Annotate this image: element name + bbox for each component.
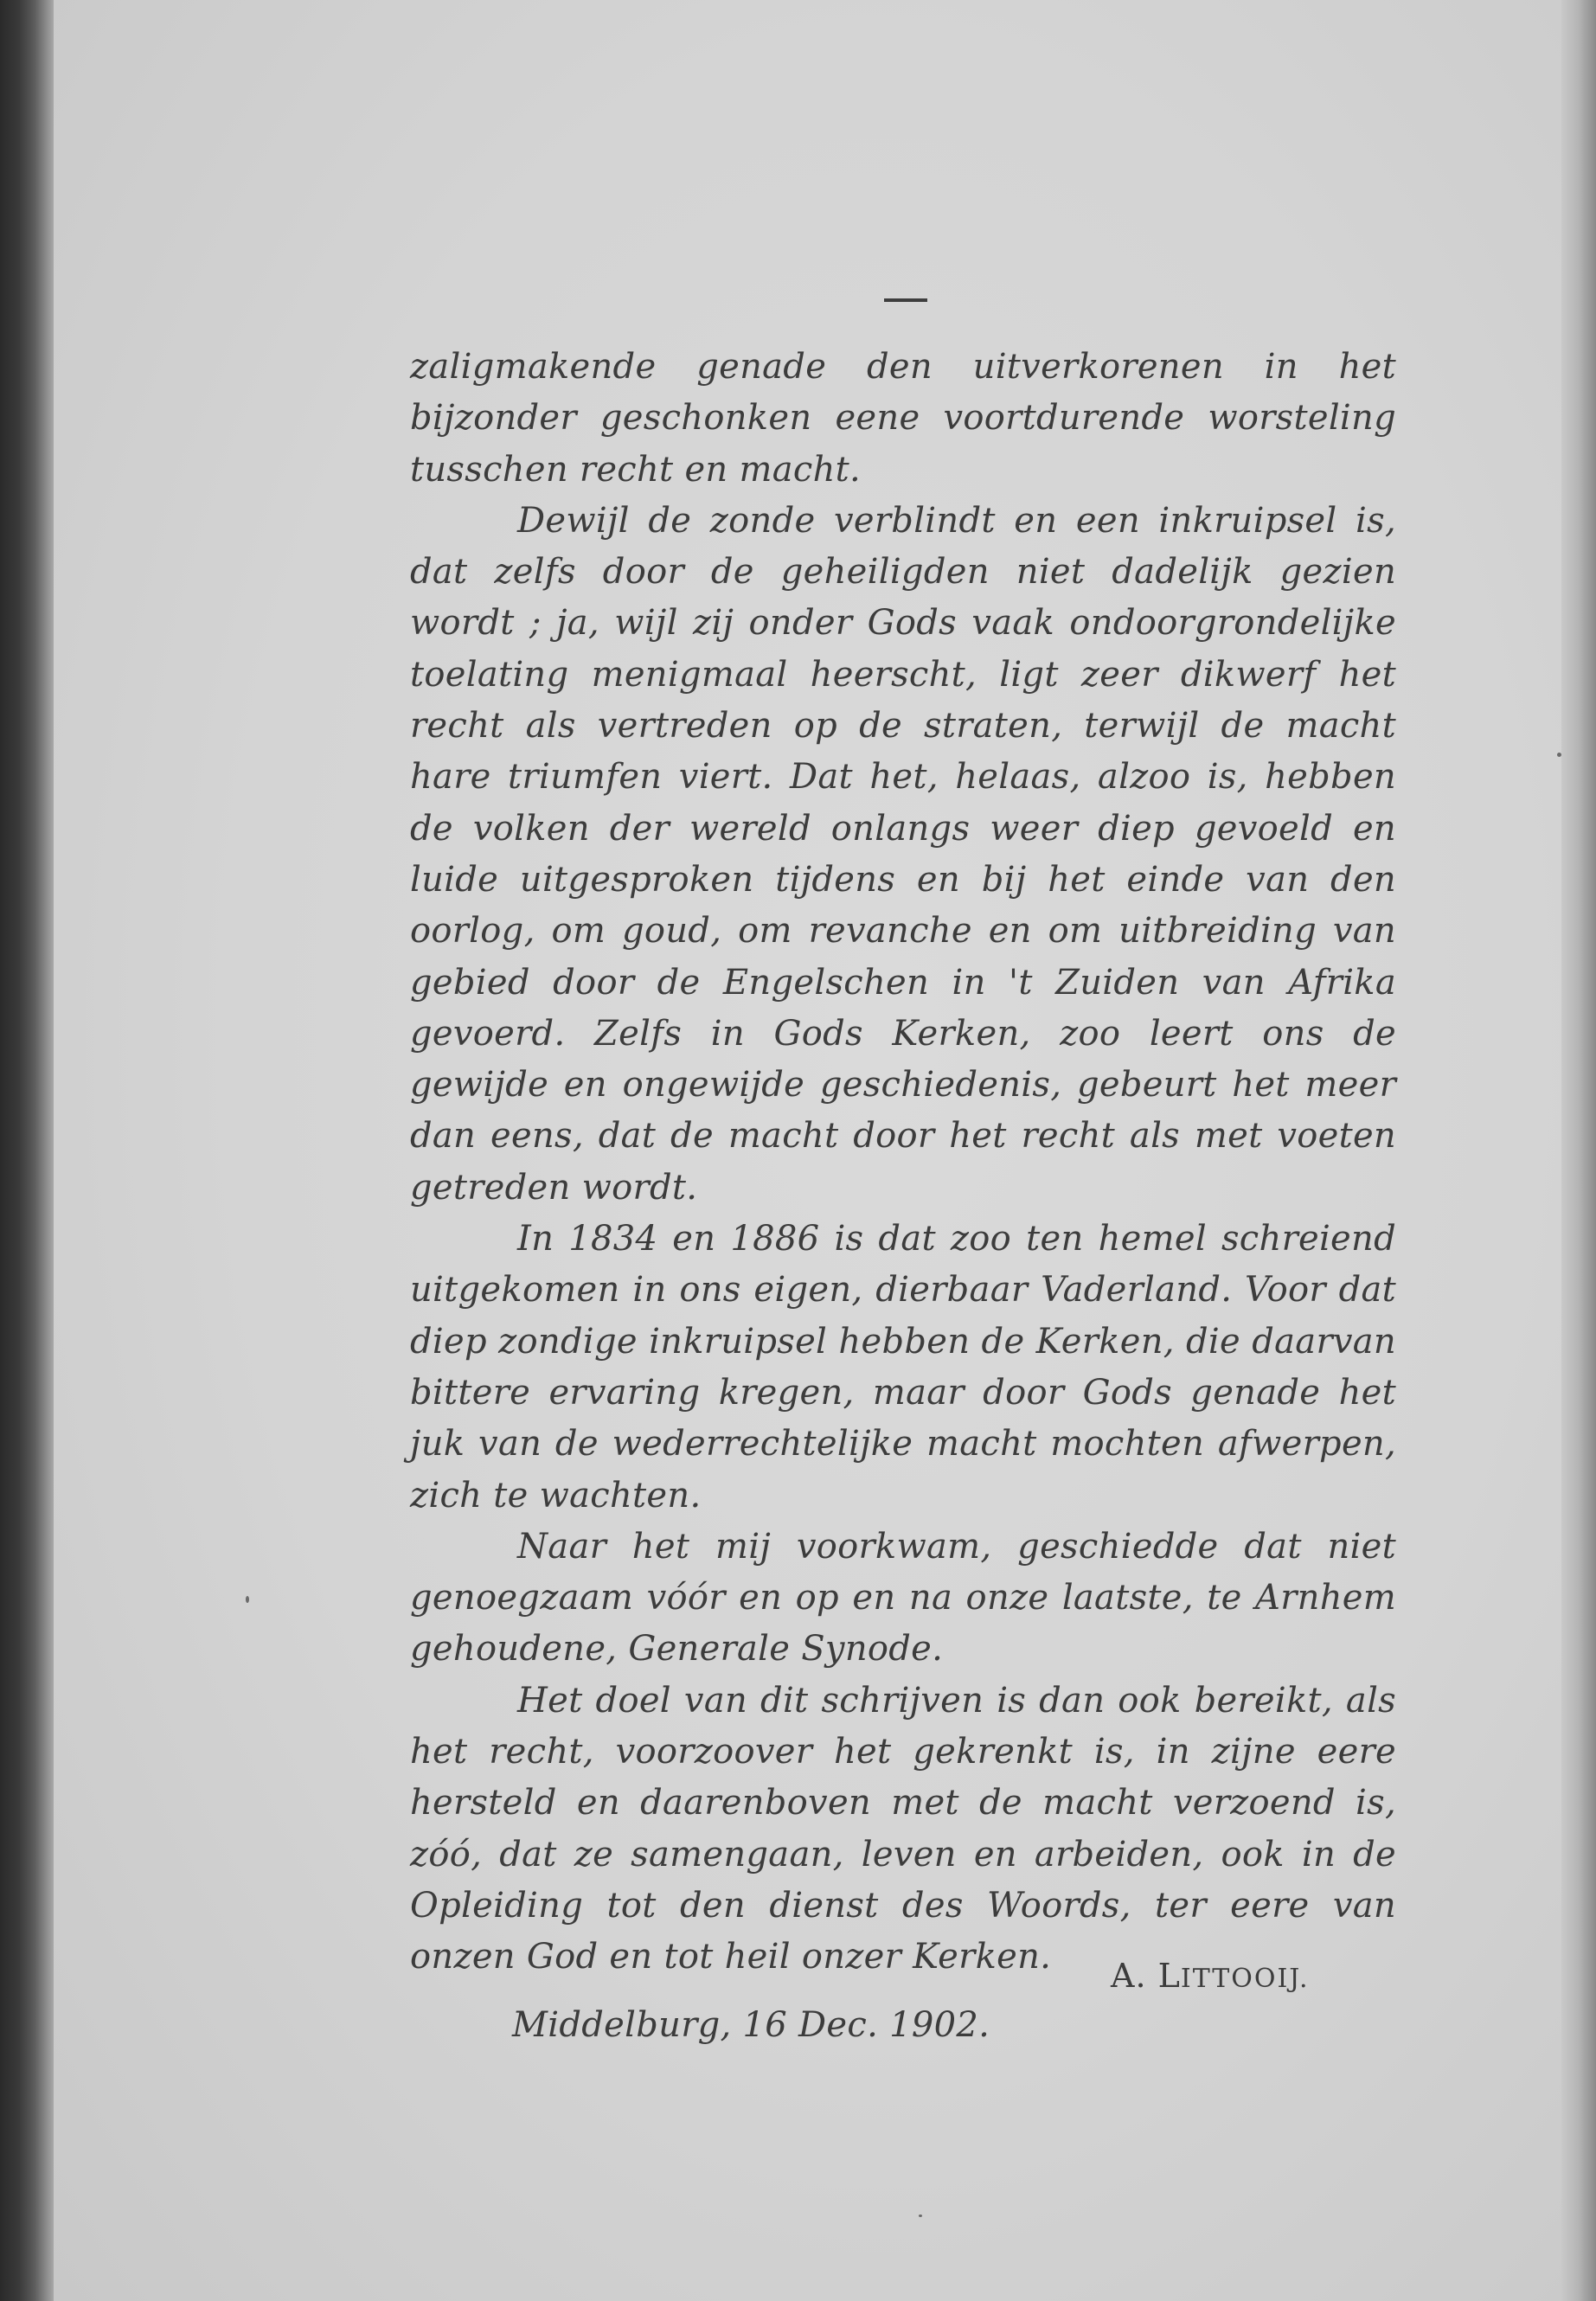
- book-spine-shadow: [0, 0, 54, 2301]
- signature-initial: A. L: [1111, 1957, 1181, 1995]
- signature-surname: ITTOOIJ.: [1180, 1964, 1310, 1994]
- paper-speck: [919, 2214, 922, 2217]
- paper-speck: [246, 1596, 249, 1603]
- dateline: Middelburg, 16 Dec. 1902.: [512, 2005, 990, 2045]
- paragraph-4: Naar het mij voorkwam, geschiedde dat niet genoegzaam vóór en op en na onze laatste, te Arnhem gehoudene, Generale Synode.: [410, 1526, 1396, 1670]
- body-text: [410, 342, 1396, 1984]
- paragraph-5: Het doel van dit schrijven is dan ook bereikt, als het recht, voorzoover het gekrenkt is, in zijne eere hersteld en daarenboven met de macht verzoend is, zóó, dat ze samengaan, leven en arbeiden, ook in de Opleiding tot den dienst des Woords, ter eere van onzen God en tot heil onzer Kerken.: [410, 1680, 1396, 1977]
- paper-sheet: [54, 0, 1561, 2301]
- page-right-edge: [1561, 0, 1596, 2301]
- author-signature: [1111, 1957, 1310, 1995]
- paragraph-2: Dewijl de zonde verblindt en een inkruipsel is, dat zelfs door de geheiligden niet dadelijk gezien wordt ; ja, wijl zij onder Gods vaak ondoorgrondelijke toelating menigmaal heerscht, ligt zeer dikwerf het recht als vertreden op de straten, terwijl de macht hare triumfen viert. Dat het, helaas, alzoo is, hebben de volken der wereld onlangs weer diep gevoeld en luide uitgesproken tijdens en bij het einde van den oorlog, om goud, om revanche en om uitbreiding van gebied door de Engelschen in 't Zuiden van Afrika gevoerd. Zelfs in Gods Kerken, zoo leert ons de gewijde en ongewijde geschiedenis, gebeurt het meer dan eens, dat de macht door het recht als met voeten getreden wordt.: [410, 500, 1396, 1208]
- paragraph-3: In 1834 en 1886 is dat zoo ten hemel schreiend uitgekomen in ons eigen, dierbaar Vaderland. Voor dat diep zondige inkruipsel hebben de Kerken, die daarvan bittere ervaring kregen, maar door Gods genade het juk van de wederrechtelijke macht mochten afwerpen, zich te wachten.: [410, 1219, 1396, 1516]
- paragraph-1: zaligmakende genade den uitverkorenen in het bijzonder geschonken eene voortdurende worsteling tusschen recht en macht.: [410, 347, 1396, 490]
- page-header-dash: [884, 298, 927, 302]
